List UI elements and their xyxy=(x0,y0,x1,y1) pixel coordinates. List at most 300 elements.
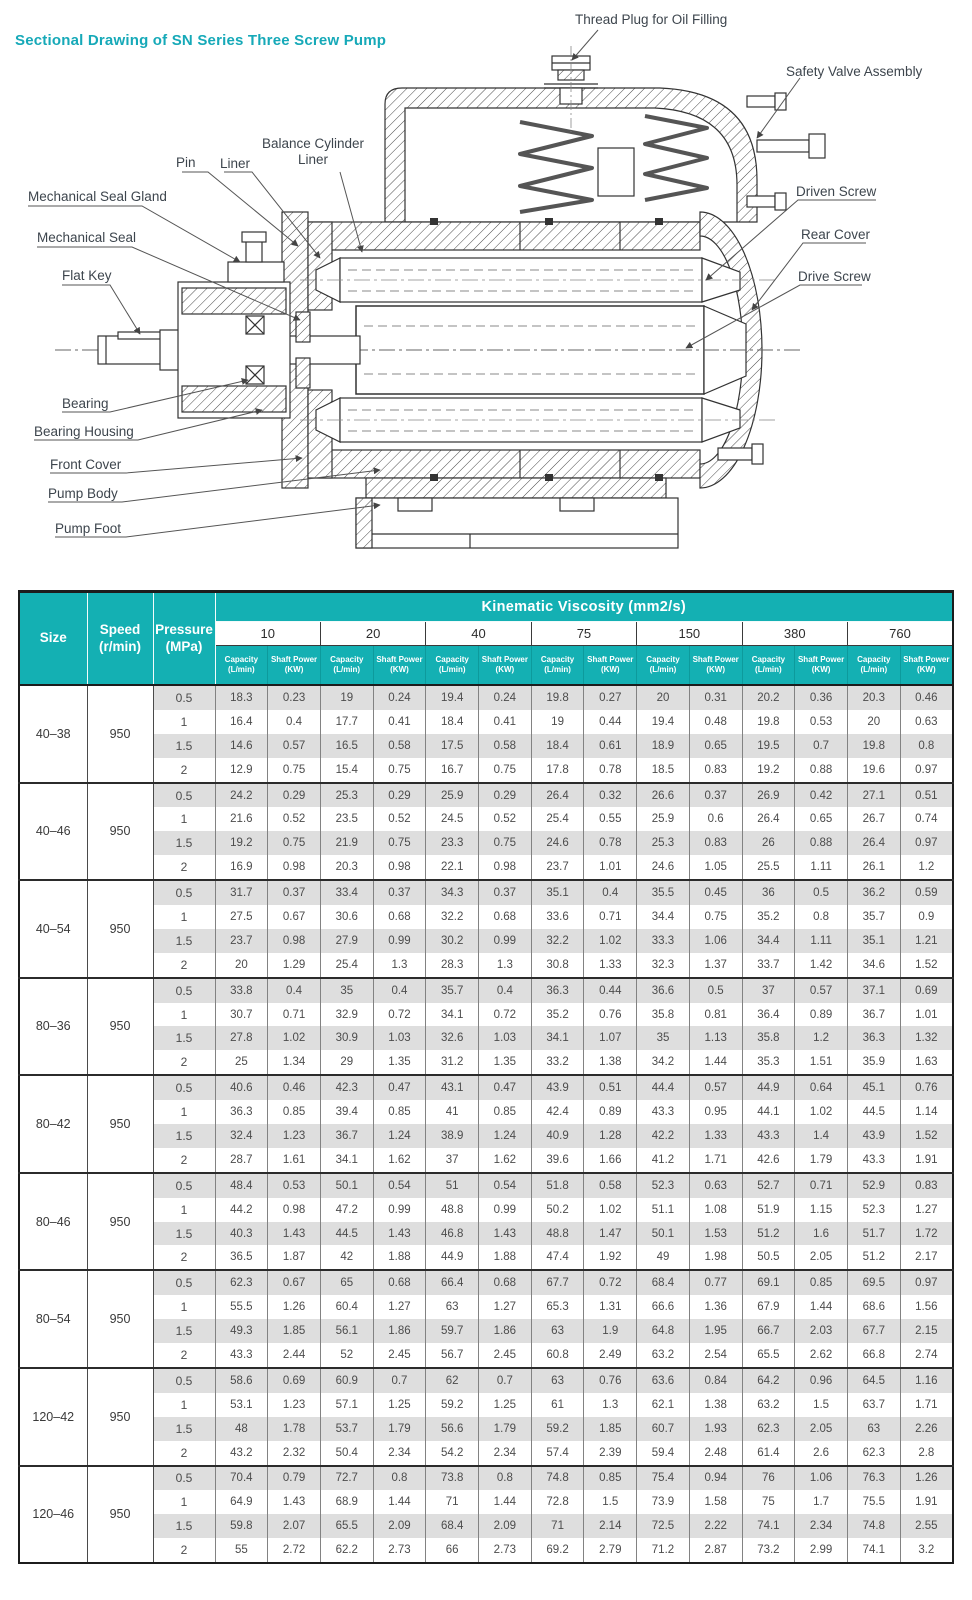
shaft-power-cell: 1.79 xyxy=(795,1148,848,1173)
shaft-power-cell: 0.31 xyxy=(689,685,742,710)
capacity-cell: 33.6 xyxy=(531,905,584,929)
col-header-shaft-power: Shaft Power (KW) xyxy=(268,646,321,686)
capacity-cell: 29 xyxy=(320,1050,373,1075)
capacity-cell: 19.8 xyxy=(847,734,900,758)
header-size: Size xyxy=(19,592,87,686)
capacity-cell: 40.9 xyxy=(531,1124,584,1148)
shaft-power-cell: 1.5 xyxy=(584,1490,637,1514)
capacity-cell: 35.2 xyxy=(742,905,795,929)
capacity-cell: 26 xyxy=(742,831,795,855)
shaft-power-cell: 1.88 xyxy=(373,1245,426,1270)
capacity-cell: 47.2 xyxy=(320,1198,373,1222)
col-header-capacity: Capacity (L/min) xyxy=(320,646,373,686)
shaft-power-cell: 1.71 xyxy=(900,1393,953,1417)
header-pressure: Pressure (MPa) xyxy=(153,592,215,686)
capacity-cell: 63.6 xyxy=(637,1368,690,1393)
capacity-cell: 64.9 xyxy=(215,1490,268,1514)
capacity-cell: 34.1 xyxy=(531,1026,584,1050)
capacity-cell: 30.6 xyxy=(320,905,373,929)
capacity-cell: 44.9 xyxy=(742,1075,795,1100)
shaft-power-cell: 0.52 xyxy=(479,807,532,831)
capacity-cell: 49 xyxy=(637,1245,690,1270)
shaft-power-cell: 0.54 xyxy=(373,1173,426,1198)
capacity-cell: 34.2 xyxy=(637,1050,690,1075)
shaft-power-cell: 0.68 xyxy=(479,1270,532,1295)
shaft-power-cell: 2.17 xyxy=(900,1245,953,1270)
shaft-power-cell: 1.43 xyxy=(479,1222,532,1246)
shaft-power-cell: 1.72 xyxy=(900,1222,953,1246)
pressure-cell: 1 xyxy=(153,1393,215,1417)
capacity-cell: 36 xyxy=(742,880,795,905)
table-row xyxy=(19,978,953,1003)
shaft-power-cell: 0.63 xyxy=(689,1173,742,1198)
capacity-cell: 20.3 xyxy=(847,685,900,710)
shaft-power-cell: 2.62 xyxy=(795,1343,848,1368)
shaft-power-cell: 2.34 xyxy=(373,1441,426,1466)
capacity-cell: 73.8 xyxy=(426,1466,479,1491)
shaft-power-cell: 2.8 xyxy=(900,1441,953,1466)
shaft-power-cell: 0.76 xyxy=(900,1075,953,1100)
shaft-power-cell: 1.6 xyxy=(795,1222,848,1246)
pressure-cell: 1 xyxy=(153,1295,215,1319)
shaft-power-cell: 0.71 xyxy=(795,1173,848,1198)
capacity-cell: 71 xyxy=(426,1490,479,1514)
shaft-power-cell: 1.25 xyxy=(373,1393,426,1417)
shaft-power-cell: 1.02 xyxy=(584,929,637,953)
shaft-power-cell: 0.23 xyxy=(268,685,321,710)
pressure-cell: 1.5 xyxy=(153,1222,215,1246)
capacity-cell: 24.2 xyxy=(215,783,268,808)
shaft-power-cell: 1.21 xyxy=(900,929,953,953)
capacity-cell: 43.9 xyxy=(847,1124,900,1148)
table-section xyxy=(18,590,954,1564)
shaft-power-cell: 0.63 xyxy=(900,710,953,734)
shaft-power-cell: 0.72 xyxy=(479,1003,532,1027)
capacity-cell: 15.4 xyxy=(320,758,373,783)
capacity-cell: 24.6 xyxy=(637,855,690,880)
shaft-power-cell: 1.35 xyxy=(479,1050,532,1075)
capacity-cell: 59.7 xyxy=(426,1319,479,1343)
shaft-power-cell: 2.72 xyxy=(268,1538,321,1563)
capacity-cell: 69.1 xyxy=(742,1270,795,1295)
shaft-power-cell: 1.85 xyxy=(584,1417,637,1441)
shaft-power-cell: 2.34 xyxy=(479,1441,532,1466)
shaft-power-cell: 0.7 xyxy=(795,734,848,758)
shaft-power-cell: 0.5 xyxy=(795,880,848,905)
capacity-cell: 19 xyxy=(320,685,373,710)
shaft-power-cell: 0.89 xyxy=(795,1003,848,1027)
shaft-power-cell: 0.27 xyxy=(584,685,637,710)
shaft-power-cell: 1.4 xyxy=(795,1124,848,1148)
capacity-cell: 41.2 xyxy=(637,1148,690,1173)
capacity-cell: 70.4 xyxy=(215,1466,268,1491)
capacity-cell: 19.2 xyxy=(215,831,268,855)
shaft-power-cell: 1.16 xyxy=(900,1368,953,1393)
viscosity-value: 760 xyxy=(847,622,953,646)
shaft-power-cell: 0.57 xyxy=(795,978,848,1003)
shaft-power-cell: 1.26 xyxy=(900,1466,953,1491)
shaft-power-cell: 2.05 xyxy=(795,1245,848,1270)
label-liner: Liner xyxy=(220,156,251,171)
shaft-power-cell: 0.57 xyxy=(268,734,321,758)
shaft-power-cell: 0.71 xyxy=(584,905,637,929)
shaft-power-cell: 1.24 xyxy=(373,1124,426,1148)
capacity-cell: 63.7 xyxy=(847,1393,900,1417)
capacity-cell: 34.6 xyxy=(847,953,900,978)
shaft-power-cell: 1.08 xyxy=(689,1198,742,1222)
capacity-cell: 17.7 xyxy=(320,710,373,734)
capacity-cell: 21.9 xyxy=(320,831,373,855)
shaft-power-cell: 2.15 xyxy=(900,1319,953,1343)
size-cell: 120–46 xyxy=(19,1466,87,1564)
shaft-power-cell: 0.51 xyxy=(900,783,953,808)
shaft-power-cell: 0.69 xyxy=(268,1368,321,1393)
shaft-power-cell: 0.65 xyxy=(795,807,848,831)
shaft-power-cell: 0.75 xyxy=(268,758,321,783)
capacity-cell: 18.4 xyxy=(531,734,584,758)
page-title: Sectional Drawing of SN Series Three Screw Pump xyxy=(15,32,387,49)
shaft-power-cell: 2.22 xyxy=(689,1514,742,1538)
shaft-power-cell: 0.59 xyxy=(900,880,953,905)
shaft-power-cell: 0.8 xyxy=(900,734,953,758)
capacity-cell: 66 xyxy=(426,1538,479,1563)
shaft-power-cell: 1.91 xyxy=(900,1148,953,1173)
capacity-cell: 52 xyxy=(320,1343,373,1368)
shaft-power-cell: 1.01 xyxy=(584,855,637,880)
shaft-power-cell: 1.33 xyxy=(584,953,637,978)
shaft-power-cell: 0.4 xyxy=(268,710,321,734)
capacity-cell: 62.2 xyxy=(320,1538,373,1563)
shaft-power-cell: 0.7 xyxy=(373,1368,426,1393)
shaft-power-cell: 0.24 xyxy=(479,685,532,710)
capacity-cell: 62.3 xyxy=(742,1417,795,1441)
capacity-cell: 43.3 xyxy=(742,1124,795,1148)
col-header-shaft-power: Shaft Power (KW) xyxy=(900,646,953,686)
shaft-power-cell: 1.02 xyxy=(584,1198,637,1222)
capacity-cell: 27.9 xyxy=(320,929,373,953)
capacity-cell: 18.3 xyxy=(215,685,268,710)
shaft-power-cell: 2.44 xyxy=(268,1343,321,1368)
shaft-power-cell: 1.24 xyxy=(479,1124,532,1148)
label-balance-cylinder-liner: Balance Cylinder Liner xyxy=(261,136,365,168)
capacity-cell: 44.4 xyxy=(637,1075,690,1100)
shaft-power-cell: 0.97 xyxy=(900,831,953,855)
capacity-cell: 68.4 xyxy=(426,1514,479,1538)
table-row xyxy=(19,783,953,808)
capacity-cell: 56.6 xyxy=(426,1417,479,1441)
shaft-power-cell: 1.25 xyxy=(479,1393,532,1417)
shaft-power-cell: 0.29 xyxy=(373,783,426,808)
shaft-power-cell: 0.68 xyxy=(479,905,532,929)
pump-foot-graphic xyxy=(356,478,678,548)
capacity-cell: 33.8 xyxy=(215,978,268,1003)
capacity-cell: 60.8 xyxy=(531,1343,584,1368)
shaft-power-cell: 0.29 xyxy=(479,783,532,808)
safety-valve-spring xyxy=(520,122,592,212)
capacity-cell: 65 xyxy=(320,1270,373,1295)
capacity-cell: 28.7 xyxy=(215,1148,268,1173)
capacity-cell: 34.4 xyxy=(742,929,795,953)
shaft-power-cell: 2.99 xyxy=(795,1538,848,1563)
pressure-cell: 0.5 xyxy=(153,1173,215,1198)
shaft-power-cell: 1.2 xyxy=(795,1026,848,1050)
shaft-power-cell: 1.43 xyxy=(268,1222,321,1246)
shaft-power-cell: 0.97 xyxy=(900,758,953,783)
table-row xyxy=(19,905,953,929)
shaft-power-cell: 0.67 xyxy=(268,905,321,929)
shaft-power-cell: 0.69 xyxy=(900,978,953,1003)
capacity-cell: 34.1 xyxy=(426,1003,479,1027)
shaft-power-cell: 2.73 xyxy=(479,1538,532,1563)
shaft-power-cell: 1.43 xyxy=(373,1222,426,1246)
capacity-cell: 26.7 xyxy=(847,807,900,831)
table-row xyxy=(19,1148,953,1173)
table-row xyxy=(19,1368,953,1393)
capacity-cell: 72.7 xyxy=(320,1466,373,1491)
col-header-capacity: Capacity (L/min) xyxy=(215,646,268,686)
shaft-power-cell: 0.6 xyxy=(689,807,742,831)
shaft-power-cell: 2.45 xyxy=(373,1343,426,1368)
shaft-power-cell: 1.71 xyxy=(689,1148,742,1173)
capacity-cell: 49.3 xyxy=(215,1319,268,1343)
shaft-power-cell: 0.8 xyxy=(795,905,848,929)
shaft-power-cell: 0.64 xyxy=(795,1075,848,1100)
capacity-cell: 67.7 xyxy=(847,1319,900,1343)
shaft-power-cell: 0.65 xyxy=(689,734,742,758)
shaft-power-cell: 1.06 xyxy=(689,929,742,953)
capacity-cell: 66.8 xyxy=(847,1343,900,1368)
shaft-power-cell: 1.62 xyxy=(373,1148,426,1173)
shaft-power-cell: 1.95 xyxy=(689,1319,742,1343)
shaft-power-cell: 2.26 xyxy=(900,1417,953,1441)
shaft-power-cell: 0.42 xyxy=(795,783,848,808)
shaft-power-cell: 1.11 xyxy=(795,929,848,953)
capacity-cell: 52.3 xyxy=(847,1198,900,1222)
capacity-cell: 26.9 xyxy=(742,783,795,808)
table-row xyxy=(19,880,953,905)
capacity-cell: 50.2 xyxy=(531,1198,584,1222)
viscosity-value: 75 xyxy=(531,622,636,646)
shaft-power-cell: 0.75 xyxy=(479,758,532,783)
pressure-cell: 2 xyxy=(153,1245,215,1270)
shaft-power-cell: 0.4 xyxy=(268,978,321,1003)
capacity-cell: 68.6 xyxy=(847,1295,900,1319)
capacity-cell: 43.3 xyxy=(215,1343,268,1368)
capacity-cell: 35.3 xyxy=(742,1050,795,1075)
capacity-cell: 34.1 xyxy=(320,1148,373,1173)
capacity-cell: 65.5 xyxy=(742,1343,795,1368)
capacity-cell: 37 xyxy=(426,1148,479,1173)
capacity-cell: 66.4 xyxy=(426,1270,479,1295)
shaft-power-cell: 0.79 xyxy=(268,1466,321,1491)
shaft-power-cell: 0.75 xyxy=(479,831,532,855)
capacity-cell: 36.3 xyxy=(847,1026,900,1050)
shaft-power-cell: 1.52 xyxy=(900,1124,953,1148)
label-mechanical-seal-gland: Mechanical Seal Gland xyxy=(28,189,167,204)
shaft-power-cell: 1.7 xyxy=(795,1490,848,1514)
capacity-cell: 33.4 xyxy=(320,880,373,905)
speed-cell: 950 xyxy=(87,685,153,783)
table-row xyxy=(19,1538,953,1563)
pressure-cell: 1 xyxy=(153,1003,215,1027)
shaft-power-cell: 2.05 xyxy=(795,1417,848,1441)
capacity-cell: 35.5 xyxy=(637,880,690,905)
shaft-power-cell: 0.99 xyxy=(479,929,532,953)
shaft-power-cell: 0.78 xyxy=(584,758,637,783)
capacity-cell: 43.3 xyxy=(847,1148,900,1173)
table-row xyxy=(19,685,953,710)
shaft-power-cell: 1.07 xyxy=(584,1026,637,1050)
table-row xyxy=(19,1393,953,1417)
table-row xyxy=(19,1050,953,1075)
capacity-cell: 36.6 xyxy=(637,978,690,1003)
capacity-cell: 36.4 xyxy=(742,1003,795,1027)
capacity-cell: 19.5 xyxy=(742,734,795,758)
capacity-cell: 56.1 xyxy=(320,1319,373,1343)
capacity-cell: 60.7 xyxy=(637,1417,690,1441)
header-speed: Speed (r/min) xyxy=(87,592,153,686)
shaft-power-cell: 0.99 xyxy=(373,929,426,953)
shaft-power-cell: 0.52 xyxy=(373,807,426,831)
capacity-cell: 51.7 xyxy=(847,1222,900,1246)
shaft-power-cell: 1.27 xyxy=(373,1295,426,1319)
capacity-cell: 39.4 xyxy=(320,1100,373,1124)
shaft-power-cell: 0.7 xyxy=(479,1368,532,1393)
pressure-cell: 2 xyxy=(153,953,215,978)
capacity-cell: 27.8 xyxy=(215,1026,268,1050)
table-row xyxy=(19,1173,953,1198)
shaft-power-cell: 0.44 xyxy=(584,710,637,734)
shaft-power-cell: 1.11 xyxy=(795,855,848,880)
shaft-power-cell: 0.77 xyxy=(689,1270,742,1295)
capacity-cell: 65.3 xyxy=(531,1295,584,1319)
capacity-cell: 35.8 xyxy=(637,1003,690,1027)
pressure-cell: 1 xyxy=(153,807,215,831)
shaft-power-cell: 1.03 xyxy=(373,1026,426,1050)
capacity-cell: 43.2 xyxy=(215,1441,268,1466)
shaft-power-cell: 2.45 xyxy=(479,1343,532,1368)
capacity-cell: 44.5 xyxy=(847,1100,900,1124)
table-row xyxy=(19,831,953,855)
shaft-power-cell: 2.14 xyxy=(584,1514,637,1538)
shaft-power-cell: 0.46 xyxy=(900,685,953,710)
shaft-power-cell: 2.48 xyxy=(689,1441,742,1466)
capacity-cell: 17.5 xyxy=(426,734,479,758)
shaft-power-cell: 2.73 xyxy=(373,1538,426,1563)
shaft-power-cell: 1.53 xyxy=(689,1222,742,1246)
shaft-power-cell: 0.45 xyxy=(689,880,742,905)
shaft-power-cell: 0.72 xyxy=(584,1270,637,1295)
shaft-power-cell: 1.87 xyxy=(268,1245,321,1270)
label-safety-valve: Safety Valve Assembly xyxy=(786,64,923,79)
capacity-cell: 25.3 xyxy=(637,831,690,855)
capacity-cell: 30.9 xyxy=(320,1026,373,1050)
shaft-power-cell: 2.54 xyxy=(689,1343,742,1368)
capacity-cell: 18.5 xyxy=(637,758,690,783)
shaft-power-cell: 1.61 xyxy=(268,1148,321,1173)
capacity-cell: 54.2 xyxy=(426,1441,479,1466)
capacity-cell: 18.9 xyxy=(637,734,690,758)
shaft-power-cell: 0.85 xyxy=(795,1270,848,1295)
capacity-cell: 16.9 xyxy=(215,855,268,880)
capacity-cell: 36.7 xyxy=(847,1003,900,1027)
table-row xyxy=(19,1343,953,1368)
shaft-power-cell: 1.44 xyxy=(373,1490,426,1514)
table-row xyxy=(19,1245,953,1270)
shaft-power-cell: 2.87 xyxy=(689,1538,742,1563)
capacity-cell: 61 xyxy=(531,1393,584,1417)
capacity-cell: 59.2 xyxy=(531,1417,584,1441)
shaft-power-cell: 1.51 xyxy=(795,1050,848,1075)
capacity-cell: 25 xyxy=(215,1050,268,1075)
shaft-power-cell: 1.29 xyxy=(268,953,321,978)
capacity-cell: 76 xyxy=(742,1466,795,1491)
capacity-cell: 20.2 xyxy=(742,685,795,710)
capacity-cell: 20 xyxy=(637,685,690,710)
shaft-power-cell: 0.53 xyxy=(268,1173,321,1198)
header-viscosity-title: Kinematic Viscosity (mm2/s) xyxy=(215,592,953,622)
table-row xyxy=(19,1026,953,1050)
shaft-power-cell: 1.88 xyxy=(479,1245,532,1270)
shaft-power-cell: 1.02 xyxy=(268,1026,321,1050)
capacity-cell: 50.1 xyxy=(320,1173,373,1198)
shaft-power-cell: 0.75 xyxy=(373,831,426,855)
shaft-power-cell: 2.32 xyxy=(268,1441,321,1466)
capacity-cell: 64.2 xyxy=(742,1368,795,1393)
shaft-power-cell: 0.85 xyxy=(584,1466,637,1491)
shaft-power-cell: 0.72 xyxy=(373,1003,426,1027)
capacity-cell: 36.3 xyxy=(215,1100,268,1124)
shaft-power-cell: 0.75 xyxy=(373,758,426,783)
capacity-cell: 30.7 xyxy=(215,1003,268,1027)
table-row xyxy=(19,1514,953,1538)
label-mechanical-seal: Mechanical Seal xyxy=(37,230,137,245)
capacity-cell: 68.9 xyxy=(320,1490,373,1514)
bearing-housing-graphic xyxy=(178,282,290,418)
pressure-cell: 0.5 xyxy=(153,880,215,905)
shaft-power-cell: 0.83 xyxy=(900,1173,953,1198)
capacity-cell: 23.7 xyxy=(215,929,268,953)
shaft-power-cell: 1.06 xyxy=(795,1466,848,1491)
pressure-cell: 1 xyxy=(153,905,215,929)
shaft-power-cell: 1.33 xyxy=(689,1124,742,1148)
speed-cell: 950 xyxy=(87,1466,153,1564)
capacity-cell: 22.1 xyxy=(426,855,479,880)
label-front-cover: Front Cover xyxy=(50,457,122,472)
capacity-cell: 44.2 xyxy=(215,1198,268,1222)
shaft-power-cell: 0.98 xyxy=(479,855,532,880)
shaft-power-cell: 1.28 xyxy=(584,1124,637,1148)
shaft-power-cell: 0.96 xyxy=(795,1368,848,1393)
shaft-power-cell: 0.41 xyxy=(373,710,426,734)
capacity-cell: 19.4 xyxy=(637,710,690,734)
pressure-cell: 0.5 xyxy=(153,1270,215,1295)
shaft-power-cell: 1.93 xyxy=(689,1417,742,1441)
col-header-shaft-power: Shaft Power (KW) xyxy=(479,646,532,686)
capacity-cell: 20 xyxy=(215,953,268,978)
capacity-cell: 20 xyxy=(847,710,900,734)
capacity-cell: 35 xyxy=(320,978,373,1003)
shaft-power-cell: 1.3 xyxy=(373,953,426,978)
capacity-cell: 16.5 xyxy=(320,734,373,758)
capacity-cell: 43.3 xyxy=(637,1100,690,1124)
shaft-power-cell: 0.9 xyxy=(900,905,953,929)
capacity-cell: 24.5 xyxy=(426,807,479,831)
pressure-cell: 1.5 xyxy=(153,1319,215,1343)
viscosity-value: 380 xyxy=(742,622,847,646)
capacity-cell: 21.6 xyxy=(215,807,268,831)
capacity-cell: 39.6 xyxy=(531,1148,584,1173)
